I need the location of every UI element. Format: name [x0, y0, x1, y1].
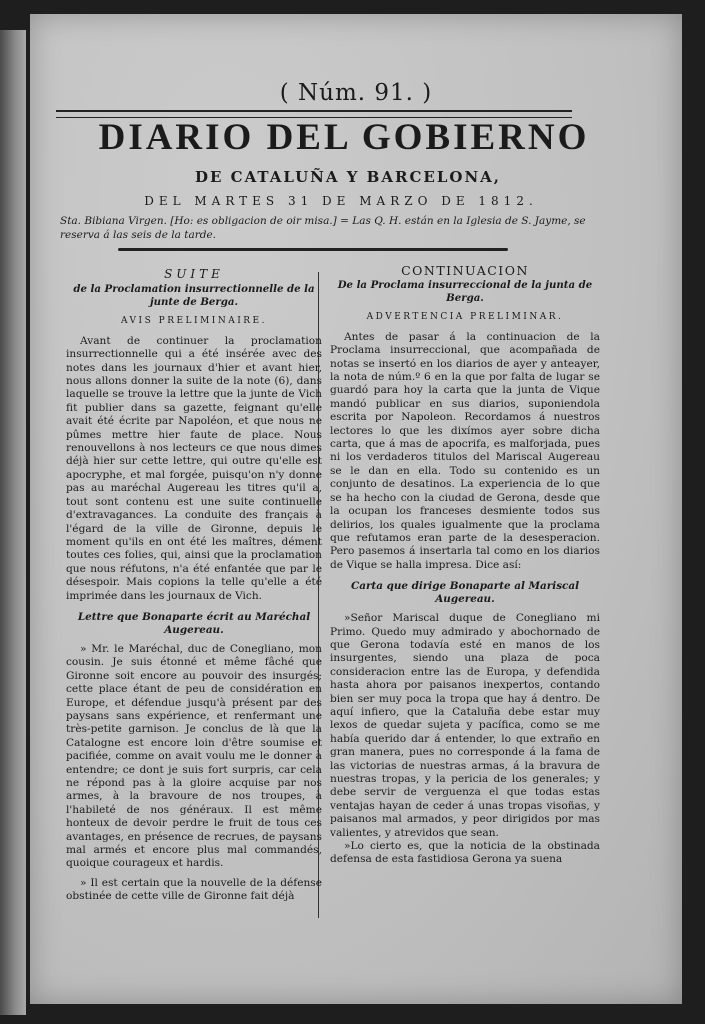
spanish-column	[330, 264, 600, 867]
spanish-letter-title: Carta que dirige Bonaparte al Mariscal Augereau.	[350, 580, 580, 606]
issue-number: ( Núm. 91. )	[279, 80, 433, 106]
spanish-subheading: De la Proclama insurreccional de la junta de Berga.	[337, 279, 593, 305]
ornamental-rule	[118, 248, 508, 251]
newspaper-page	[30, 14, 682, 1004]
french-column	[66, 268, 322, 904]
french-paragraph-3: » Il est certain que la nouvelle de la défense obstinée de cette ville de Gironne fait déjà	[66, 876, 322, 903]
issue-date: DEL MARTES 31 DE MARZO DE 1812.	[144, 194, 538, 208]
spanish-heading: CONTINUACION	[401, 263, 529, 278]
newspaper-subtitle: DE CATALUÑA Y BARCELONA,	[194, 168, 502, 186]
newspaper-title: DIARIO DEL GOBIERNO	[98, 117, 590, 158]
spanish-paragraph-3: »Lo cierto es, que la noticia de la obstinada defensa de esta fastidiosa Gerona ya suena	[330, 840, 600, 866]
french-subheading: de la Proclamation insurrectionnelle de la junte de Berga.	[73, 283, 315, 309]
spanish-notice-heading: ADVERTENCIA PRELIMINAR.	[366, 312, 564, 323]
saints-notice: Sta. Bibiana Virgen. [Ho: es obligacion de oir misa.] = Las Q. H. están en la Iglesia de S. Jayme, se reserva á las seis de la tarde.	[60, 215, 586, 241]
spanish-paragraph-2: »Señor Mariscal duque de Conegliano mi Primo. Quedo muy admirado y abochornado de que Gerona todavía esté en manos de los insurgentes, siendo una plaza de poca consideracion entre las de Europa, y defendida hasta ahora por paisanos inexpertos, contando bien ser muy poca la tropa que hay á dentro. De aquí infiero, que la Cataluña debe estar muy lexos de quedar sujeta y pacífica, como se me había querido dar á entender, lo que extraño en gran manera, pues no corresponde á la fama de las victorias de nuestras armas, á la bravura de nuestras tropas, y la pericia de los generales; y debe servir de verguenza el que todas estas ventajas hayan de ceder á unas tropas visoñas, y paisanos mal armados, y peor dirigidos por mas valientes, y atrevidos que sean.	[330, 612, 600, 839]
french-heading: SUITE	[164, 267, 224, 281]
adjacent-page-edge	[0, 30, 26, 1015]
spanish-paragraph-1: Antes de pasar á la continuacion de la Proclama insurreccional, que acompañada de notas se insertó en los diarios de ayer y anteayer, la nota de núm.º 6 en la que por falta de lugar se guardó para hoy la carta que la junta de Vique mandó publicar en sus diarios, suponiendola escrita por Napoleon. Recordamos á nuestros lectores lo que les dixímos ayer sobre dicha carta, que á mas de apocrifa, es malforjada, pues ni los verdaderos titulos del Mariscal Augereau se le dan en ella. Todo su contenido es un conjunto de desatinos. La experiencia de lo que se ha hecho con la ciudad de Gerona, desde que la ocupan los franceses desmiente todos sus delirios, los quales igualmente que la proclama que refutamos eran parte de la desesperacion. Pero pasemos á insertarla tal como en los diarios de Vique se halla impresa. Dice así:	[330, 330, 600, 571]
french-paragraph-1: Avant de continuer la proclamation insurrectionnelle qui a été insérée avec des notes dans les journaux d'hier et avant hier, nous allons donner la suite de la note (6), dans laquelle se trouve la lettre que la junte de Vich fit publier dans sa gazette, feignant qu'elle avait été écrite par Napoléon, et que nous ne pûmes mettre hier faute de place. Nous renouvellons à nos lecteurs ce que nous dimes déjà hier sur cette lettre, qui outre qu'elle est apocryphe, et mal forgée, puisqu'on n'y donne pas au maréchal Augereau les titres qu'il a, tout sont contenu est une suite continuelle d'extravagances. La conduite des français à l'égard de la ville de Gironne, depuis le moment qu'ils en ont été les maîtres, dément toutes ces folies, qui, ainsi que la proclamation que nous réfutons, n'a été enfantée que par le désespoir. Mais copions la telle qu'elle a été imprimée dans les journaux de Vich.	[66, 334, 322, 602]
french-letter-title: Lettre que Bonaparte écrit au Maréchal Augereau.	[77, 610, 311, 636]
french-paragraph-2: » Mr. le Maréchal, duc de Conegliano, mon cousin. Je suis étonné et même fâché que Gironne soit encore au pouvoir des insurgés; cette place étant de peu de considération en Europe, et défendue jusqu'à présent par des paysans sans expérience, et renfermant une très-petite garnison. Je conclus de là que la Catalogne est encore loin d'être soumise et pacifiée, comme on avait voulu me le donner à entendre; ce dont je suis fort surpris, car cela ne répond pas à la gloire acquise par nos armes, à la bravoure de nos troupes, à l'habileté de nos généraux. Il est même honteux de devoir perdre le fruit de tous ces avantages, en présence de recrues, de paysans mal armés et encore plus mal commandés, quoique courageux et hardis.	[66, 642, 322, 870]
french-notice-heading: AVIS PRELIMINAIRE.	[121, 316, 267, 327]
